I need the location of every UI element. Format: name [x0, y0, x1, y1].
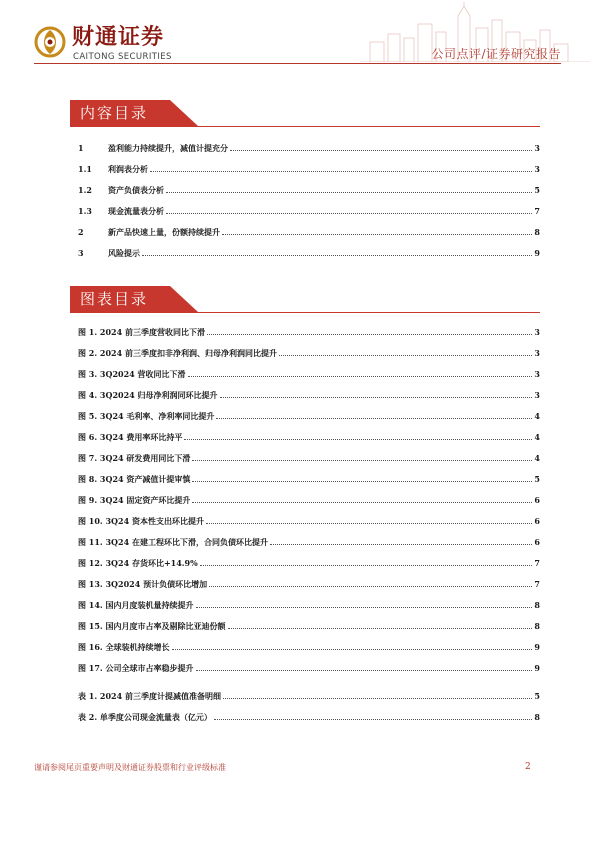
- contents-heading-bar: [70, 100, 198, 126]
- figure-item-page: 9: [534, 663, 540, 673]
- toc-item[interactable]: [78, 203, 540, 217]
- caitong-logo-icon: [34, 26, 66, 58]
- figure-item[interactable]: [78, 324, 540, 338]
- figure-item[interactable]: [78, 618, 540, 632]
- figure-item-title: 图 12. 3Q24 存货环比+14.9%: [78, 558, 198, 568]
- figure-item-page: 4: [534, 411, 540, 421]
- figures-heading-bar: [70, 286, 198, 312]
- figure-item-page: 4: [534, 453, 540, 463]
- figure-item-title: 图 5. 3Q24 毛利率、净利率同比提升: [78, 411, 215, 421]
- figure-item-title: 图 7. 3Q24 研发费用同比下滑: [78, 453, 191, 463]
- dot-leader: [222, 234, 532, 235]
- dot-leader: [150, 171, 532, 172]
- figure-item-page: 7: [534, 579, 540, 589]
- figure-item[interactable]: [78, 471, 540, 485]
- figure-item[interactable]: [78, 513, 540, 527]
- figures-heading: 图表目录: [80, 290, 149, 308]
- figure-item-title: 图 15. 国内月度市占率及剔除比亚迪份额: [78, 621, 226, 631]
- figure-item-page: 9: [534, 642, 540, 652]
- table-item-title: 表 2. 单季度公司现金流量表（亿元）: [78, 712, 212, 722]
- figure-item-title: 图 17. 公司全球市占率稳步提升: [78, 663, 194, 673]
- dot-leader: [279, 355, 532, 356]
- dot-leader: [196, 607, 533, 608]
- toc-item-title: 风险提示: [108, 248, 140, 258]
- table-item-page: 5: [534, 691, 540, 701]
- toc-item[interactable]: [78, 245, 540, 259]
- figure-item-page: 3: [534, 348, 540, 358]
- report-type-label: 公司点评/证券研究报告: [431, 47, 561, 61]
- table-item[interactable]: [78, 688, 540, 702]
- dot-leader: [209, 586, 532, 587]
- figure-item[interactable]: [78, 450, 540, 464]
- toc-item-title: 利润表分析: [108, 164, 148, 174]
- page-number: 2: [525, 762, 531, 772]
- figure-item[interactable]: [78, 366, 540, 380]
- toc-item-number: 1: [78, 143, 84, 153]
- figure-item-page: 3: [534, 369, 540, 379]
- figure-item-title: 图 13. 3Q2024 预计负债环比增加: [78, 579, 208, 589]
- figure-item-page: 6: [534, 516, 540, 526]
- figure-item-title: 图 2. 2024 前三季度扣非净利润、归母净利润同比提升: [78, 348, 277, 358]
- dot-leader: [192, 481, 532, 482]
- figure-item[interactable]: [78, 408, 540, 422]
- toc-item-page: 3: [534, 143, 540, 153]
- logo-english-name: CAITONG SECURITIES: [73, 52, 172, 62]
- dot-leader: [188, 376, 533, 377]
- figure-item-page: 5: [534, 474, 540, 484]
- figure-item[interactable]: [78, 492, 540, 506]
- figure-item-page: 6: [534, 537, 540, 547]
- toc-item-page: 5: [534, 185, 540, 195]
- figure-item-title: 图 10. 3Q24 资本性支出环比提升: [78, 516, 204, 526]
- figure-item-page: 3: [534, 327, 540, 337]
- toc-item-page: 3: [534, 164, 540, 174]
- dot-leader: [206, 523, 532, 524]
- toc-item-number: 3: [78, 248, 84, 258]
- logo-chinese-name: 财通证券: [72, 25, 165, 50]
- figure-item-title: 图 8. 3Q24 资产减值计提审慎: [78, 474, 191, 484]
- footer-disclaimer[interactable]: 谨请参阅尾页重要声明及财通证券股票和行业评级标准: [34, 763, 226, 772]
- toc-item-number: 1.2: [78, 185, 92, 195]
- figure-item-page: 3: [534, 390, 540, 400]
- figure-item-title: 图 9. 3Q24 固定资产环比提升: [78, 495, 191, 505]
- toc-item-page: 7: [534, 206, 540, 216]
- figure-item-title: 图 6. 3Q24 费用率环比持平: [78, 432, 183, 442]
- header-divider: [34, 63, 561, 64]
- figure-item[interactable]: [78, 597, 540, 611]
- dot-leader: [220, 397, 533, 398]
- toc-item-page: 8: [534, 227, 540, 237]
- contents-heading-rule: [70, 126, 540, 127]
- page-header: [0, 0, 595, 70]
- figure-item[interactable]: [78, 429, 540, 443]
- figure-item-page: 4: [534, 432, 540, 442]
- toc-item[interactable]: [78, 140, 540, 154]
- toc-item-number: 1.1: [78, 164, 92, 174]
- figure-item-page: 8: [534, 600, 540, 610]
- contents-heading: 内容目录: [80, 104, 149, 122]
- toc-item-number: 2: [78, 227, 84, 237]
- toc-item-number: 1.3: [78, 206, 92, 216]
- toc-item-title: 资产负债表分析: [108, 185, 164, 195]
- toc-item-page: 9: [534, 248, 540, 258]
- figure-item-title: 图 3. 3Q2024 营收同比下滑: [78, 369, 186, 379]
- figure-item[interactable]: [78, 660, 540, 674]
- figure-item[interactable]: [78, 639, 540, 653]
- toc-item[interactable]: [78, 224, 540, 238]
- dot-leader: [216, 418, 532, 419]
- dot-leader: [200, 565, 533, 566]
- toc-item[interactable]: [78, 182, 540, 196]
- figure-item-page: 6: [534, 495, 540, 505]
- dot-leader: [166, 213, 532, 214]
- dot-leader: [196, 670, 533, 671]
- dot-leader: [228, 628, 533, 629]
- figure-item-title: 图 14. 国内月度装机量持续提升: [78, 600, 194, 610]
- toc-item-title: 现金流量表分析: [108, 206, 164, 216]
- figure-item[interactable]: [78, 345, 540, 359]
- figures-heading-rule: [70, 312, 540, 313]
- figure-item[interactable]: [78, 534, 540, 548]
- figure-item-title: 图 16. 全球装机持续增长: [78, 642, 170, 652]
- dot-leader: [184, 439, 532, 440]
- toc-item-title: 盈利能力持续提升，减值计提充分: [108, 143, 228, 153]
- figure-item[interactable]: [78, 387, 540, 401]
- toc-item[interactable]: [78, 161, 540, 175]
- dot-leader: [270, 544, 532, 545]
- toc-item-title: 新产品快速上量，份额持续提升: [108, 227, 220, 237]
- dot-leader: [223, 698, 532, 699]
- dot-leader: [142, 255, 532, 256]
- figure-item-page: 7: [534, 558, 540, 568]
- dot-leader: [172, 649, 533, 650]
- dot-leader: [192, 460, 532, 461]
- dot-leader: [214, 719, 533, 720]
- figure-item-page: 8: [534, 621, 540, 631]
- table-item-page: 8: [534, 712, 540, 722]
- figure-item[interactable]: [78, 576, 540, 590]
- dot-leader: [207, 334, 532, 335]
- figure-item-title: 图 1. 2024 前三季度营收同比下滑: [78, 327, 205, 337]
- figure-item-title: 图 4. 3Q2024 归母净利润同环比提升: [78, 390, 218, 400]
- dot-leader: [230, 150, 532, 151]
- figure-item-title: 图 11. 3Q24 在建工程环比下滑，合同负债环比提升: [78, 537, 268, 547]
- figure-item[interactable]: [78, 555, 540, 569]
- dot-leader: [166, 192, 532, 193]
- table-item-title: 表 1. 2024 前三季度计提减值准备明细: [78, 691, 221, 701]
- dot-leader: [192, 502, 532, 503]
- table-item[interactable]: [78, 709, 540, 723]
